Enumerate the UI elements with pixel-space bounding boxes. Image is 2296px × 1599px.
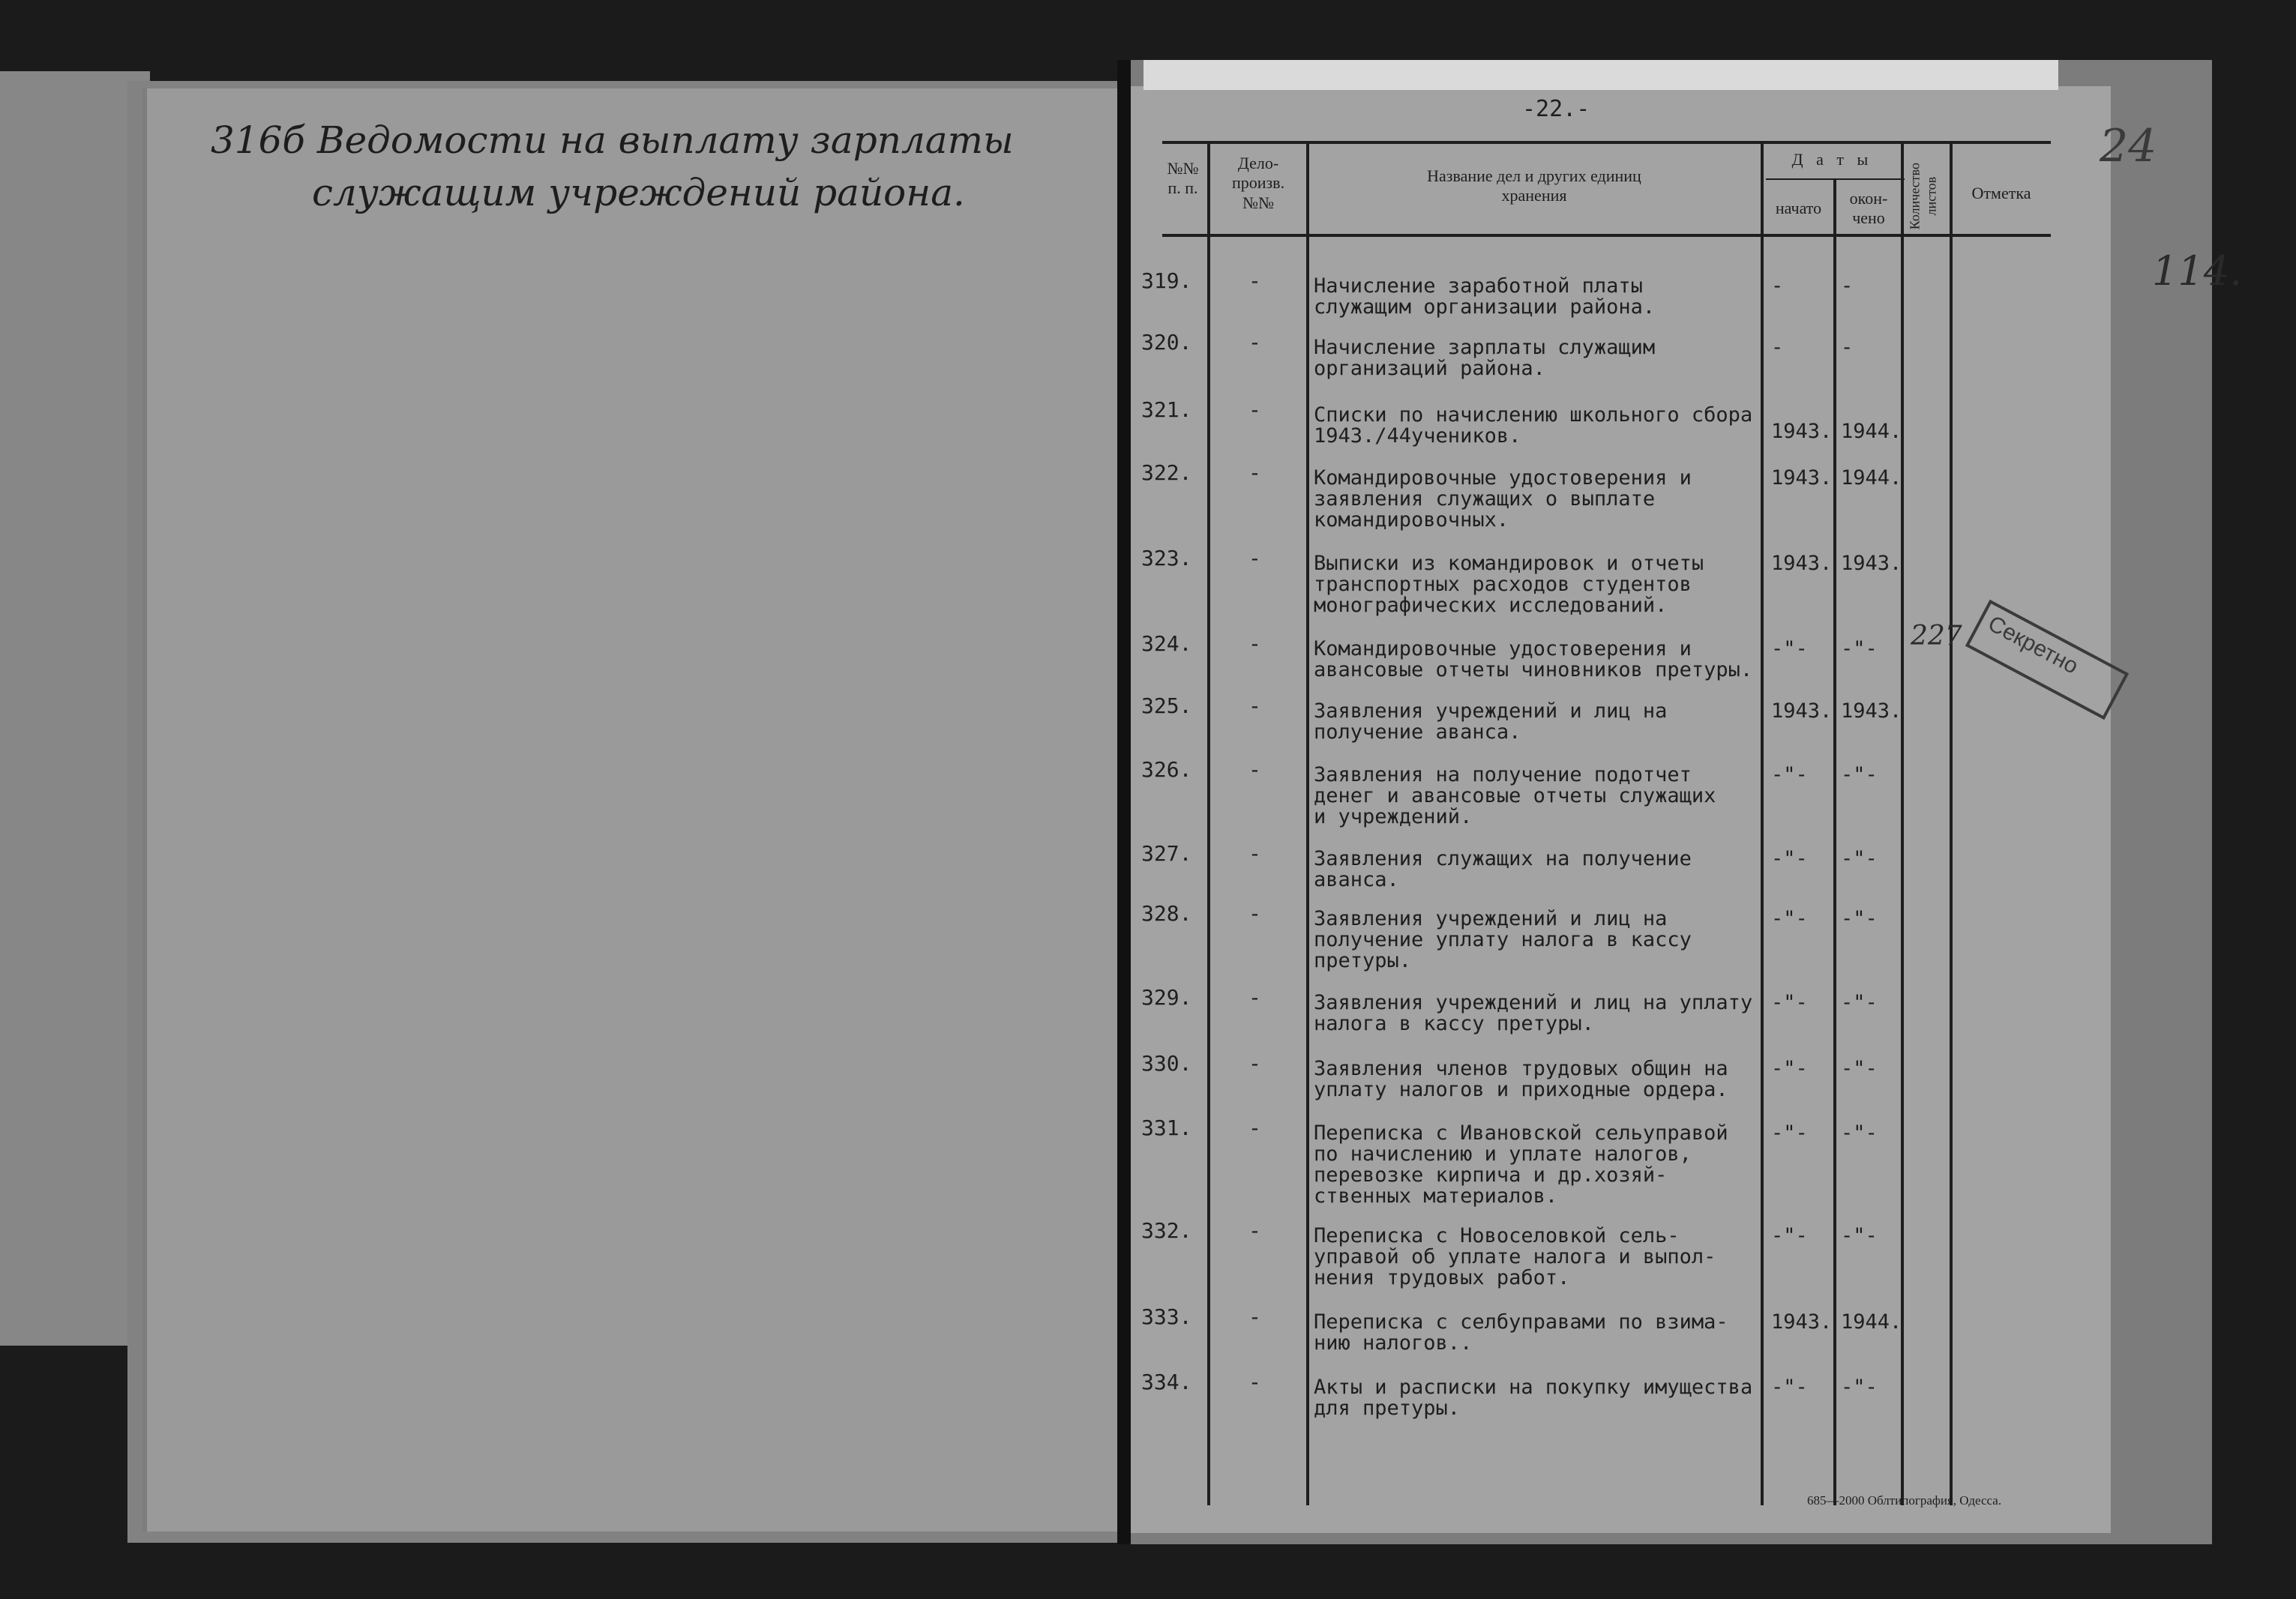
page-number: -22.- [1522,96,1590,122]
row-delo: - [1248,985,1261,1010]
row-delo: - [1248,1304,1261,1329]
table-top-rule [1162,141,2051,144]
handwritten-sheet-count: 227 [1911,621,1962,651]
row-title-line: заявления служащих о выплате [1314,487,1656,511]
row-title-line: аванса. [1314,868,1399,891]
book-spine [1117,60,1131,1544]
row-delo: - [1248,1051,1261,1076]
row-end-date: -"- [1841,637,1878,660]
row-end-date: - [1841,274,1854,298]
col-rule-3 [1761,141,1764,1505]
row-title-line: служащим организации района. [1314,295,1656,319]
page-edge-strip [1144,60,2058,90]
row-number: 323. [1141,546,1192,570]
handwritten-note-line-1: 316б Ведомости на выплату зарплаты [211,118,1014,162]
col-rule-5 [1901,141,1904,1505]
row-number: 325. [1141,693,1192,718]
row-delo: - [1248,330,1261,355]
row-number: 333. [1141,1304,1192,1329]
header-mark: Отметка [1971,184,2031,202]
row-title-line: Начисление зарплаты служащим [1314,336,1656,359]
row-end-date: -"- [1841,991,1878,1014]
col-rule-4 [1833,178,1836,1505]
row-title-line: авансовые отчеты чиновников претуры. [1314,658,1753,681]
row-title-line: получение уплату налога в кассу [1314,928,1692,951]
left-page [142,88,1122,1532]
row-start-date: 1943. [1771,552,1833,575]
row-title-line: Акты и расписки на покупку имущества [1314,1376,1753,1399]
row-title-line: командировочных. [1314,508,1509,532]
row-title-line: Переписка с Новоселовкой сель- [1314,1224,1680,1247]
row-number: 319. [1141,268,1192,293]
row-end-date: -"- [1841,1376,1878,1399]
row-number: 334. [1141,1370,1192,1394]
row-title-line: Командировочные удостоверения и [1314,466,1692,490]
row-end-date: 1944. [1841,466,1902,490]
row-delo: - [1248,268,1261,293]
header-title: Название дел и других единиц хранения [1427,166,1641,205]
row-title-line: нию налогов.. [1314,1331,1473,1355]
row-start-date: -"- [1771,1121,1808,1145]
row-end-date: -"- [1841,1224,1878,1247]
row-number: 331. [1141,1115,1192,1140]
printer-footer: 685—2000 Облтипография, Одесса. [1807,1493,2002,1508]
row-end-date: -"- [1841,763,1878,786]
row-title-line: Переписка с Ивановской сельуправой [1314,1121,1728,1145]
col-rule-6 [1950,141,1953,1505]
row-delo: - [1248,546,1261,570]
row-start-date: 1943. [1771,699,1833,723]
row-title-line: Начисление заработной платы [1314,274,1643,298]
row-start-date: -"- [1771,637,1808,660]
row-title-line: Заявления учреждений и лиц на уплату [1314,991,1753,1014]
row-number: 330. [1141,1051,1192,1076]
row-title-line: претуры. [1314,949,1412,972]
row-end-date: 1944. [1841,1310,1902,1334]
row-title-line: управой об уплате налога и выпол- [1314,1245,1716,1268]
row-start-date: -"- [1771,847,1808,870]
row-start-date: 1943. [1771,466,1833,490]
header-count: Количество листов [1907,162,1938,230]
row-number: 320. [1141,330,1192,355]
row-start-date: -"- [1771,907,1808,930]
row-start-date: -"- [1771,1224,1808,1247]
row-end-date: -"- [1841,1057,1878,1080]
header-end: окон- чено [1849,189,1888,228]
row-end-date: -"- [1841,1121,1878,1145]
col-rule-1 [1207,141,1210,1505]
row-delo: - [1248,1370,1261,1394]
row-title-line: ственных материалов. [1314,1184,1558,1208]
row-title-line: 1943./44учеников. [1314,424,1521,448]
row-number: 328. [1141,901,1192,926]
row-title-line: нения трудовых работ. [1314,1266,1570,1289]
row-number: 332. [1141,1218,1192,1243]
row-start-date: -"- [1771,1057,1808,1080]
row-delo: - [1248,1115,1261,1140]
row-title-line: получение аванса. [1314,720,1521,744]
row-number: 322. [1141,460,1192,485]
row-start-date: -"- [1771,1376,1808,1399]
row-end-date: -"- [1841,847,1878,870]
row-start-date: 1943. [1771,1310,1833,1334]
row-delo: - [1248,460,1261,485]
row-title-line: Выписки из командировок и отчеты [1314,552,1704,575]
row-title-line: транспортных расходов студентов [1314,573,1692,596]
margin-handwritten-number: 114. [2152,247,2243,295]
row-end-date: 1943. [1841,699,1902,723]
row-delo: - [1248,631,1261,656]
row-delo: - [1248,693,1261,718]
row-end-date: - [1841,336,1854,359]
row-start-date: - [1771,274,1784,298]
row-title-line: для претуры. [1314,1397,1461,1420]
row-delo: - [1248,841,1261,866]
row-start-date: - [1771,336,1784,359]
col-rule-2 [1306,141,1309,1505]
row-number: 326. [1141,757,1192,782]
row-delo: - [1248,1218,1261,1243]
row-title-line: по начислению и уплате налогов, [1314,1142,1692,1166]
row-end-date: -"- [1841,907,1878,930]
row-title-line: и учреждений. [1314,805,1473,828]
row-title-line: перевозке кирпича и др.хозяй- [1314,1163,1668,1187]
header-delo: Дело- произв. №№ [1231,154,1285,212]
row-start-date: -"- [1771,991,1808,1014]
handwritten-note-line-2: служащим учреждений района. [312,171,965,214]
row-number: 321. [1141,397,1192,422]
row-title-line: денег и авансовые отчеты служащих [1314,784,1716,807]
header-num: №№ п. п. [1167,159,1199,198]
row-title-line: Переписка с селбуправами по взима- [1314,1310,1728,1334]
corner-handwritten-number: 24 [2100,120,2157,172]
row-title-line: уплату налогов и приходные ордера. [1314,1078,1728,1101]
row-title-line: Командировочные удостоверения и [1314,637,1692,660]
row-title-line: Заявления на получение подотчет [1314,763,1692,786]
row-title-line: Заявления членов трудовых общин на [1314,1057,1728,1080]
row-number: 327. [1141,841,1192,866]
row-number: 329. [1141,985,1192,1010]
row-title-line: монографических исследований. [1314,594,1668,617]
row-title-line: организаций района. [1314,357,1545,380]
row-number: 324. [1141,631,1192,656]
row-title-line: Заявления служащих на получение [1314,847,1692,870]
secret-stamp: Секретно [1965,600,2129,720]
row-end-date: 1943. [1841,552,1902,575]
row-delo: - [1248,901,1261,926]
row-end-date: 1944. [1841,420,1902,443]
row-delo: - [1248,757,1261,782]
row-title-line: Списки по начислению школьного сбора [1314,403,1753,427]
header-start: начато [1775,199,1822,217]
header-dates: Д а т ы [1791,150,1873,169]
row-start-date: 1943. [1771,420,1833,443]
row-start-date: -"- [1771,763,1808,786]
row-title-line: Заявления учреждений и лиц на [1314,907,1668,930]
row-title-line: Заявления учреждений и лиц на [1314,699,1668,723]
row-title-line: налога в кассу претуры. [1314,1012,1594,1035]
row-delo: - [1248,397,1261,422]
